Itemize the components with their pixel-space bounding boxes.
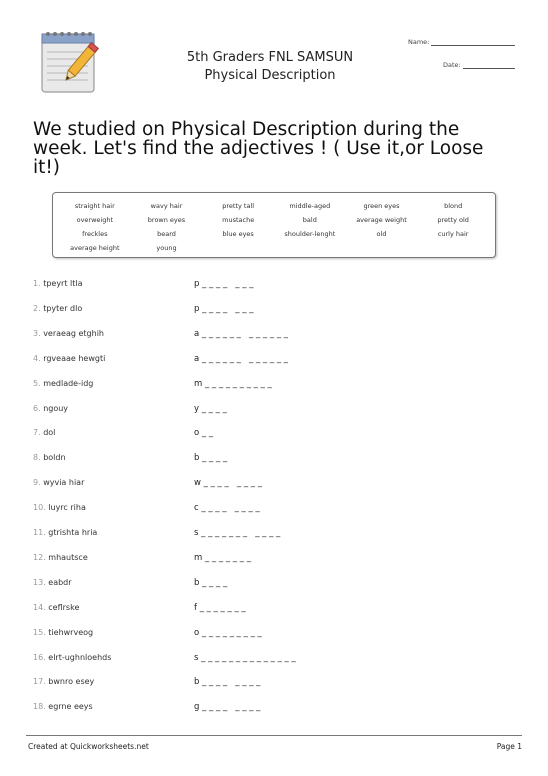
question-row: [33, 677, 513, 691]
question-number: 9.: [33, 478, 41, 488]
instructions: We studied on Physical Description during the week. Let's find the adjectives ! ( Use it,or Loose it!): [33, 119, 484, 178]
answer-blanks[interactable]: b _ _ _ _: [194, 453, 228, 464]
question-row: [33, 404, 513, 418]
word-bank-item: blue eyes: [222, 230, 254, 238]
answer-blanks[interactable]: s _ _ _ _ _ _ _ _ _ _ _: [194, 528, 281, 538]
footer-credit: Created at Quickworksheets.net: [28, 742, 149, 751]
question-number: 7.: [33, 428, 41, 438]
question-number: 4.: [33, 353, 41, 363]
word-bank-item: young: [156, 244, 177, 252]
question-row: [33, 453, 513, 467]
answer-blanks[interactable]: p _ _ _ _ _ _ _: [194, 279, 254, 289]
question-row: [33, 702, 513, 716]
word-bank-item: brown eyes: [147, 216, 186, 224]
answer-blanks[interactable]: m _ _ _ _ _ _ _: [194, 552, 251, 563]
question-number: 10.: [33, 503, 46, 513]
scrambled-word: rgveaae hewgti: [43, 353, 106, 363]
worksheet-title: 5th Graders FNL SAMSUN: [186, 50, 354, 65]
answer-blanks[interactable]: b _ _ _ _: [194, 577, 228, 588]
scrambled-word: eabdr: [48, 577, 72, 587]
scrambled-word: tiehwrveog: [48, 627, 94, 637]
word-bank-item: pretty tall: [222, 202, 255, 210]
word-bank-item: wavy hair: [150, 202, 183, 210]
question-number: 17.: [33, 677, 46, 687]
date-label: Date:: [443, 61, 461, 69]
scrambled-word: wyvia hiar: [43, 478, 85, 488]
scrambled-word: mhautsce: [48, 552, 88, 562]
word-bank-item: straight hair: [74, 202, 115, 210]
question-number: 3.: [33, 328, 41, 338]
name-line: [431, 45, 515, 46]
word-bank-grid: [59, 200, 489, 255]
question-row: [33, 304, 513, 318]
word-bank-item: average height: [70, 244, 120, 252]
name-label: Name:: [408, 38, 430, 46]
answer-blanks[interactable]: y _ _ _ _: [194, 403, 227, 414]
word-bank-item: blond: [444, 202, 463, 210]
scrambled-word: egrne eeys: [48, 702, 93, 712]
name-field[interactable]: [408, 38, 515, 46]
question-number: 12.: [33, 552, 46, 562]
answer-blanks[interactable]: o _ _: [194, 428, 214, 439]
question-number: 1.: [33, 279, 41, 288]
question-row: [33, 279, 513, 293]
question-number: 8.: [33, 453, 41, 463]
question-row: [33, 428, 513, 442]
answer-blanks[interactable]: b _ _ _ _ _ _ _ _: [194, 677, 261, 688]
word-bank-item: shoulder-lenght: [284, 230, 336, 238]
question-number: 11.: [33, 528, 46, 537]
question-row: [33, 578, 513, 592]
scrambled-word: luyrc riha: [48, 503, 86, 513]
scrambled-word: tpeyrt ltla: [43, 279, 83, 288]
question-number: 5.: [33, 378, 41, 388]
question-row: [33, 503, 513, 517]
footer: [26, 735, 522, 751]
question-row: [33, 354, 513, 368]
scrambled-word: boldn: [43, 453, 66, 463]
page-number: Page 1: [496, 742, 522, 751]
answer-blanks[interactable]: a _ _ _ _ _ _ _ _ _ _ _ _: [194, 353, 289, 364]
question-number: 14.: [33, 602, 46, 612]
answer-blanks[interactable]: w _ _ _ _ _ _ _ _: [194, 478, 262, 489]
word-bank-item: bald: [302, 216, 317, 224]
word-bank-item: old: [376, 230, 387, 238]
word-bank-item: curly hair: [437, 230, 469, 238]
word-bank-item: overweight: [76, 216, 114, 224]
scrambled-word: ngouy: [43, 403, 69, 413]
answer-blanks[interactable]: o _ _ _ _ _ _ _ _ _: [194, 627, 262, 638]
word-bank-item: pretty old: [437, 216, 469, 224]
scrambled-word: dol: [43, 428, 56, 438]
scrambled-word: medlade-idg: [43, 378, 94, 388]
answer-blanks[interactable]: f _ _ _ _ _ _ _: [194, 602, 246, 613]
date-field[interactable]: [443, 61, 515, 69]
question-row: [33, 553, 513, 567]
scrambled-word: tpyter dlo: [43, 303, 83, 313]
word-bank-item: mustache: [222, 216, 255, 224]
word-bank-item: green eyes: [363, 202, 400, 210]
question-row: [33, 478, 513, 492]
question-row: [33, 628, 513, 642]
answer-blanks[interactable]: g _ _ _ _ _ _ _ _: [194, 702, 261, 713]
word-bank-item: middle-aged: [289, 202, 331, 210]
question-row: [33, 528, 513, 542]
question-number: 6.: [33, 403, 41, 413]
scrambled-word: ceflrske: [48, 602, 80, 612]
question-number: 13.: [33, 577, 46, 587]
question-number: 18.: [33, 702, 46, 712]
word-bank-item: beard: [157, 230, 176, 238]
word-bank-item: freckles: [82, 230, 108, 238]
question-row: [33, 603, 513, 617]
question-row: [33, 379, 513, 393]
question-number: 16.: [33, 652, 46, 662]
question-row: [33, 329, 513, 343]
question-number: 2.: [33, 303, 41, 313]
scrambled-word: gtrishta hria: [48, 528, 98, 537]
date-line: [463, 68, 515, 69]
worksheet-subtitle: Physical Description: [204, 68, 336, 83]
question-row: [33, 653, 513, 667]
answer-blanks[interactable]: c _ _ _ _ _ _ _ _: [194, 503, 260, 514]
scrambled-word: elrt-ughnloehds: [48, 652, 112, 662]
question-number: 15.: [33, 627, 46, 637]
answer-blanks[interactable]: p _ _ _ _ _ _ _: [194, 303, 254, 314]
scrambled-word: veraeag etghih: [43, 328, 104, 338]
word-bank-item: average weight: [356, 216, 407, 224]
word-bank: [52, 192, 496, 258]
scrambled-word: bwnro esey: [48, 677, 95, 687]
answer-blanks[interactable]: a _ _ _ _ _ _ _ _ _ _ _ _: [194, 328, 289, 339]
answer-blanks[interactable]: s _ _ _ _ _ _ _ _ _ _ _ _ _ _: [194, 652, 296, 663]
notepad-pencil-icon: [38, 28, 102, 96]
answer-blanks[interactable]: m _ _ _ _ _ _ _ _ _ _: [194, 378, 272, 389]
